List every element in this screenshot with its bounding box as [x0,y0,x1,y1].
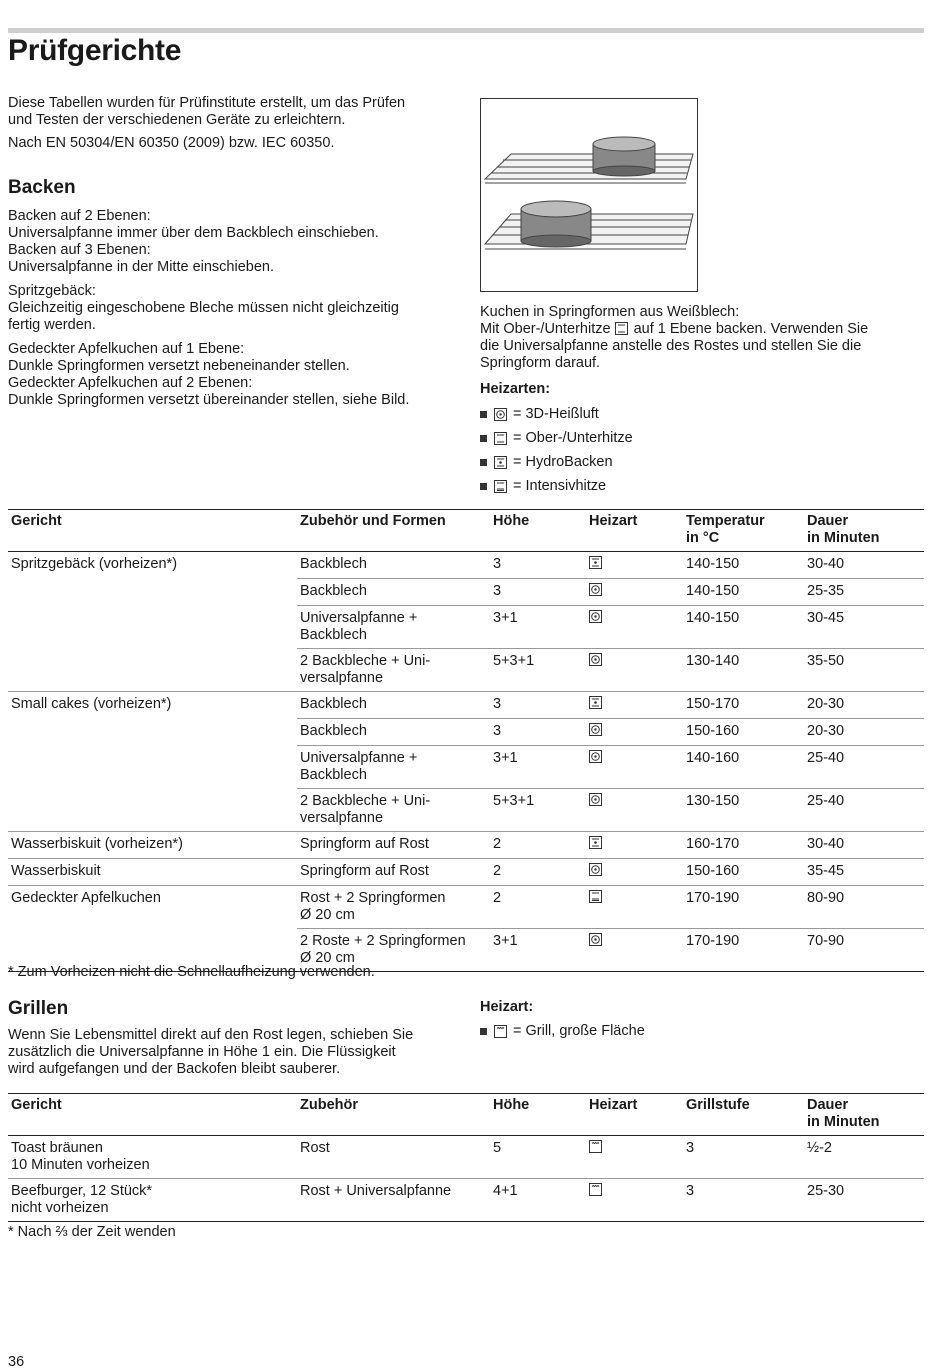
col-heizart: Heizart [586,1094,683,1136]
cell-hoehe: 3+1 [490,606,586,649]
cell-hoehe: 2 [490,832,586,859]
cell-dauer: 25-40 [804,746,924,789]
grillen-heading: Grillen [8,998,69,1019]
apfelkuchen-text: Gedeckter Apfelkuchen auf 1 Ebene: Dunkle Springformen versetzt nebeneinander stellen. Gedeckter Apfelkuchen auf 2 Ebenen: Dunkle Springformen versetzt übereinander stellen, siehe Bild. [8,341,410,408]
cell-temp: 140-150 [683,606,804,649]
legend-item: = Grill, große Fläche [480,1019,645,1043]
cell-dauer: 25-35 [804,579,924,606]
table-row [8,719,924,746]
cell-dauer: 30-40 [804,832,924,859]
cell-gericht [8,579,297,606]
cell-temp: 130-150 [683,789,804,832]
cell-zubehoer: Backblech [297,552,490,579]
cell-hoehe: 3+1 [490,929,586,972]
table-row [8,746,924,789]
standard-text: Nach EN 50304/EN 60350 (2009) bzw. IEC 60350. [8,135,335,151]
table-row [8,1136,924,1179]
cell-zubehoer: Universalpfanne + Backblech [297,746,490,789]
cell-dauer: 80-90 [804,886,924,929]
cell-temp: 160-170 [683,832,804,859]
table-row [8,832,924,859]
cell-gericht: Wasserbiskuit [8,859,297,886]
cell-temp: 170-190 [683,929,804,972]
3d-hot-air-icon [589,583,602,596]
table-row [8,859,924,886]
col-zubehoer: Zubehör [297,1094,490,1136]
backen-levels-text: Backen auf 2 Ebenen: Universalpfanne immer über dem Backblech einschieben. Backen auf 3 Ebenen: Universalpfanne in der Mitte einschieben. [8,208,379,275]
backen-table [8,509,924,972]
legend-item: = Intensivhitze [480,474,633,498]
col-hoehe: Höhe [490,1094,586,1136]
hydro-baking-icon [589,696,602,709]
col-gericht: Gericht [8,1094,297,1136]
3d-hot-air-icon [589,723,602,736]
3d-hot-air-icon [589,750,602,763]
page-number: 36 [8,1354,25,1370]
cell-dauer: 30-40 [804,552,924,579]
cell-zubehoer: Universalpfanne + Backblech [297,606,490,649]
col-gericht: Gericht [8,510,297,552]
heizart-cell [586,1179,683,1222]
col-hoehe: Höhe [490,510,586,552]
cell-hoehe: 5 [490,1136,586,1179]
springform-illustration [480,98,698,292]
col-dauer: Dauer in Minuten [804,1094,924,1136]
grill-large-area-icon [494,1025,507,1038]
cell-gericht: Wasserbiskuit (vorheizen*) [8,832,297,859]
cell-dauer: 70-90 [804,929,924,972]
grill-heizart-label: Heizart: [480,999,534,1015]
cell-gericht: Beefburger, 12 Stück* nicht vorheizen [8,1179,297,1222]
cell-dauer: 30-45 [804,606,924,649]
page-title: Prüfgerichte [8,34,182,67]
cell-gericht: Spritzgebäck (vorheizen*) [11,556,178,572]
cell-gericht [8,606,297,649]
heizart-cell [586,606,683,649]
legend-item: = 3D-Heißluft [480,402,633,426]
heizart-cell [586,719,683,746]
cell-hoehe: 2 [490,859,586,886]
grillen-text: Wenn Sie Lebensmittel direkt auf den Rost legen, schieben Sie zusätzlich die Universalpfanne in Höhe 1 ein. Die Flüssigkeit wird aufgefangen und der Backofen bleibt sauberer. [8,1027,414,1077]
cell-temp: 130-140 [683,649,804,692]
cell-hoehe: 5+3+1 [490,789,586,832]
hydro-baking-icon [589,836,602,849]
col-dauer: Dauer in Minuten [804,510,924,552]
heizart-cell [586,789,683,832]
cell-temp: 140-160 [683,746,804,789]
table-row [8,606,924,649]
hydro-baking-icon [589,556,602,569]
table-header-row [8,1094,924,1136]
3d-hot-air-icon [589,793,602,806]
3d-hot-air-icon [589,933,602,946]
cell-temp: 150-160 [683,859,804,886]
col-temperatur: Temperatur in °C [683,510,804,552]
table-row [8,692,924,719]
cell-dauer: 25-40 [804,789,924,832]
cell-zubehoer: Backblech [297,692,490,719]
grill-large-area-icon [589,1183,602,1196]
cell-dauer: ½-2 [804,1136,924,1179]
cell-gericht: Gedeckter Apfelkuchen [11,890,161,906]
table-row [8,649,924,692]
cell-dauer: 20-30 [804,692,924,719]
intensive-heat-icon [494,480,507,493]
col-zubehoer: Zubehör und Formen [297,510,490,552]
spritzgebaeck-text: Spritzgebäck: Gleichzeitig eingeschobene Bleche müssen nicht gleichzeitig fertig werden. [8,283,399,333]
table-row [8,886,924,929]
col-grillstufe: Grillstufe [683,1094,804,1136]
cell-gericht: Toast bräunen 10 Minuten vorheizen [8,1136,297,1179]
heizart-cell [586,692,683,719]
cell-zubehoer: 2 Backbleche + Uni- versalpfanne [297,649,490,692]
cell-zubehoer: Springform auf Rost [297,832,490,859]
weissblech-text: Kuchen in Springformen aus Weißblech: Mit Ober-/Unterhitze auf 1 Ebene backen. Verwenden Sie die Universalpfanne anstelle des Rostes und stellen Sie die Springform darauf. [480,304,869,371]
cell-hoehe: 3+1 [490,746,586,789]
cell-zubehoer: Rost + 2 Springformen Ø 20 cm [297,886,490,929]
legend-item: = Ober-/Unterhitze [480,426,633,450]
cell-gericht [8,746,297,789]
cell-dauer: 25-30 [804,1179,924,1222]
col-heizart: Heizart [586,510,683,552]
grillen-footnote: * Nach ⅔ der Zeit wenden [8,1224,176,1240]
heizart-cell [586,1136,683,1179]
backen-heading: Backen [8,177,76,198]
heizart-cell [586,552,683,579]
heizart-cell [586,746,683,789]
intro-text: Diese Tabellen wurden für Prüfinstitute erstellt, um das Prüfen und Testen der verschiedenen Geräte zu erleichtern. [8,95,406,128]
cell-dauer: 35-50 [804,649,924,692]
cell-temp: 140-150 [683,579,804,606]
heizarten-legend [480,402,633,498]
grillen-table [8,1093,924,1222]
backen-footnote: * Zum Vorheizen nicht die Schnellaufheizung verwenden. [8,964,375,980]
top-bottom-heat-icon [494,432,507,445]
legend-item: = HydroBacken [480,450,633,474]
hydro-baking-icon [494,456,507,469]
table-header-row [8,510,924,552]
table-row [8,552,924,579]
cell-gericht [8,649,297,692]
cell-zubehoer: 2 Roste + 2 Springformen Ø 20 cm [297,929,490,972]
heizart-cell [586,579,683,606]
cell-stufe: 3 [683,1179,804,1222]
heizart-cell [586,929,683,972]
cell-gericht: Small cakes (vorheizen*) [11,696,172,712]
cell-hoehe: 3 [490,579,586,606]
heizart-cell [586,859,683,886]
cell-hoehe: 3 [490,692,586,719]
top-rule [8,28,924,33]
cell-temp: 170-190 [683,886,804,929]
cell-hoehe: 5+3+1 [490,649,586,692]
cell-temp: 150-160 [683,719,804,746]
3d-hot-air-icon [589,863,602,876]
table-row [8,789,924,832]
cell-zubehoer: Springform auf Rost [297,859,490,886]
cell-gericht [8,789,297,832]
heizart-cell [586,886,683,929]
3d-hot-air-icon [494,408,507,421]
heizart-cell [586,832,683,859]
cell-gericht [8,719,297,746]
cell-dauer: 20-30 [804,719,924,746]
cell-temp: 140-150 [683,552,804,579]
cell-zubehoer: Rost + Universalpfanne [297,1179,490,1222]
cell-hoehe: 3 [490,719,586,746]
cell-dauer: 35-45 [804,859,924,886]
cell-zubehoer: Backblech [297,719,490,746]
cell-hoehe: 3 [490,552,586,579]
cell-hoehe: 2 [490,886,586,929]
heizart-cell [586,649,683,692]
grill-legend [480,1019,645,1043]
grill-large-area-icon [589,1140,602,1153]
heizarten-label: Heizarten: [480,381,551,397]
cell-zubehoer: 2 Backbleche + Uni- versalpfanne [297,789,490,832]
3d-hot-air-icon [589,610,602,623]
cell-temp: 150-170 [683,692,804,719]
cell-zubehoer: Rost [297,1136,490,1179]
top-bottom-heat-icon [615,322,628,335]
table-row [8,1179,924,1222]
table-row [8,579,924,606]
3d-hot-air-icon [589,653,602,666]
cell-zubehoer: Backblech [297,579,490,606]
cell-hoehe: 4+1 [490,1179,586,1222]
cell-stufe: 3 [683,1136,804,1179]
intensive-heat-icon [589,890,602,903]
